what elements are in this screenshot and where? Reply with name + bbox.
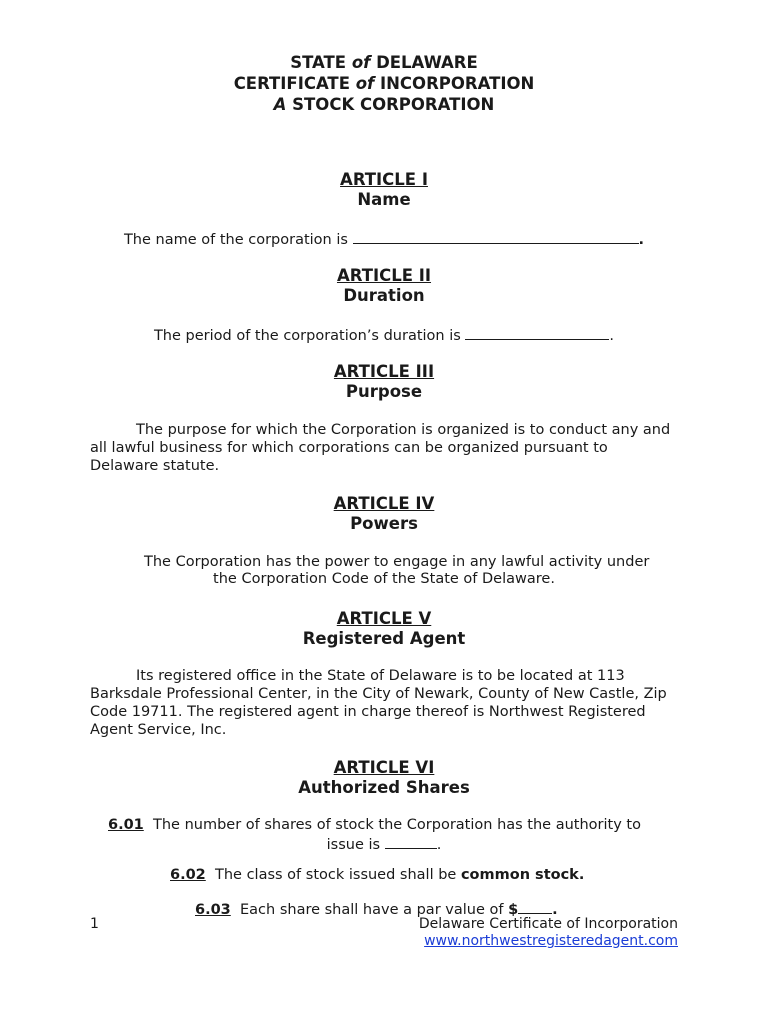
article-title: Purpose — [345, 382, 423, 401]
duration-blank — [465, 325, 609, 340]
title-line-1: STATE of DELAWARE — [290, 53, 478, 72]
article-title: Authorized Shares — [298, 778, 470, 797]
document-title — [0, 52, 768, 115]
article-2-heading — [0, 266, 768, 306]
article-title: Name — [357, 190, 411, 209]
section-number: 6.01 — [108, 817, 144, 833]
article-title: Registered Agent — [302, 629, 466, 648]
page-number: 1 — [90, 916, 99, 932]
article-5-text: Its registered office in the State of Delaware is to be located at 113 Barksdale Professional Center, in the City of Newark, County of New Castle, Zip Code 19711. The registered agent in charge thereof is Northwest Registered Agent Service, Inc. — [90, 668, 667, 738]
article-2-text: The period of the corporation’s duration is . — [0, 325, 768, 345]
section-6-01-cont: issue is . — [0, 834, 768, 854]
section-6-03: 6.03 Each share shall have a par value of $ . — [195, 899, 695, 919]
title-line-3: A STOCK CORPORATION — [273, 95, 495, 114]
article-number: ARTICLE I — [340, 170, 428, 189]
article-title: Duration — [343, 286, 425, 305]
article-4-line-2: the Corporation Code of the State of Delaware. — [213, 571, 555, 587]
article-number: ARTICLE II — [336, 266, 432, 285]
article-1-text: The name of the corporation is . — [0, 229, 768, 249]
article-3-text: The purpose for which the Corporation is organized is to conduct any and all lawful business for which corporations can be organized pursuant to Delaware statute. — [90, 422, 671, 474]
section-6-02: 6.02 The class of stock issued shall be common stock. — [170, 867, 585, 883]
par-value-blank — [518, 899, 552, 914]
section-number: 6.02 — [170, 867, 206, 883]
footer — [419, 916, 678, 950]
article-4-line-1: The Corporation has the power to engage in any lawful activity under — [144, 554, 650, 570]
shares-blank — [385, 834, 437, 849]
name-blank — [353, 229, 639, 244]
article-number: ARTICLE V — [336, 609, 432, 628]
article-number: ARTICLE IV — [333, 494, 435, 513]
article-4-heading — [0, 494, 768, 534]
article-number: ARTICLE VI — [333, 758, 435, 777]
article-title: Powers — [350, 514, 418, 533]
footer-website-link[interactable]: www.northwestregisteredagent.com — [424, 933, 678, 949]
title-line-2: CERTIFICATE of INCORPORATION — [233, 74, 535, 93]
article-5-heading — [0, 609, 768, 649]
article-number: ARTICLE III — [333, 362, 435, 381]
article-6-heading — [0, 758, 768, 798]
article-1-heading — [0, 170, 768, 210]
section-6-01: 6.01 The number of shares of stock the Corporation has the authority to — [108, 817, 641, 833]
footer-doc-title: Delaware Certificate of Incorporation — [418, 916, 678, 932]
section-number: 6.03 — [195, 902, 231, 918]
article-3-heading — [0, 362, 768, 402]
